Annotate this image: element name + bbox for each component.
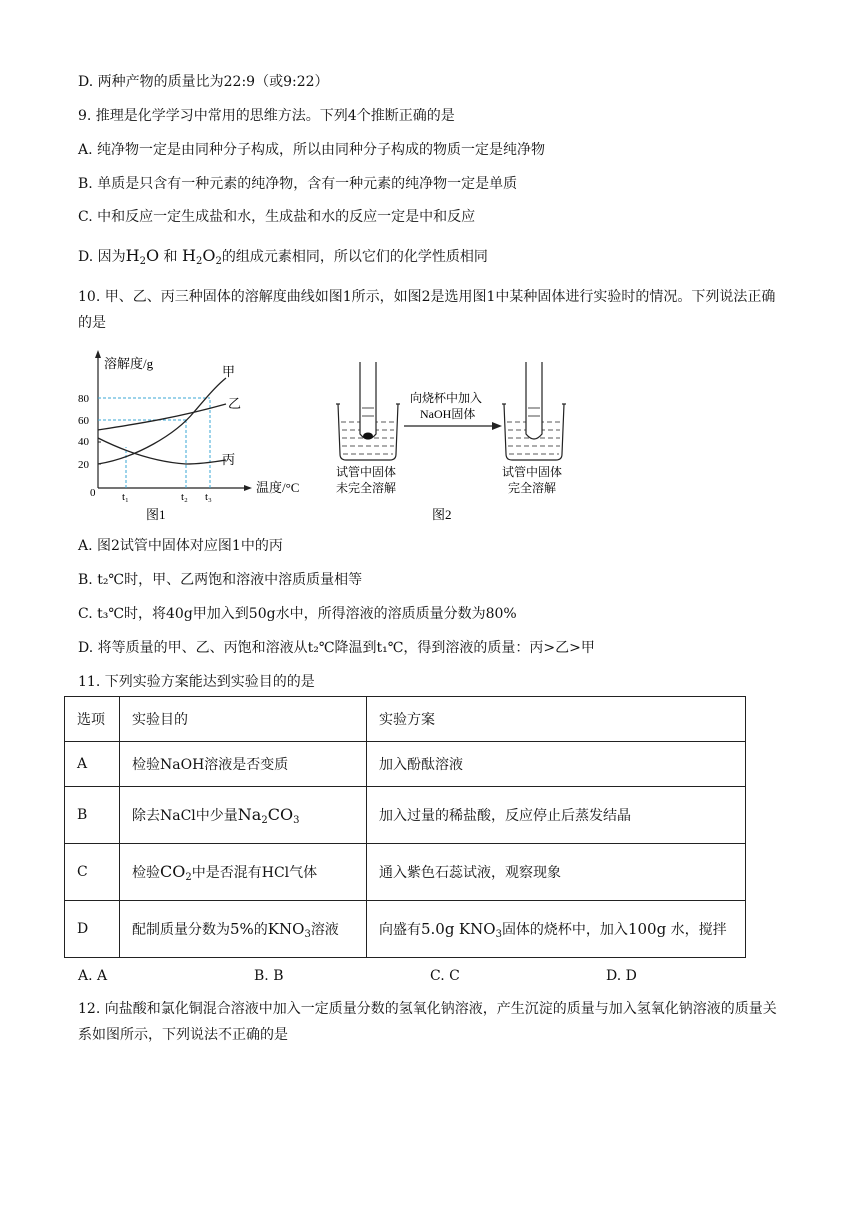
fig1-xlabel: 温度/°C: [256, 480, 300, 495]
row-goal: 除去NaCl中少量$Na_2CO_3$: [120, 787, 367, 844]
row-option: D: [65, 901, 120, 958]
fig2-left-line1: 试管中固体: [336, 465, 397, 479]
fig1-origin: 0: [90, 487, 96, 499]
curve-jia: [98, 378, 226, 464]
q11-option-c: C. C: [430, 968, 460, 984]
fig1-ytick-80: 80: [78, 393, 89, 405]
label-jia: 甲: [222, 364, 236, 379]
fig1-ytick-60: 60: [78, 415, 89, 427]
table-row: [65, 742, 746, 787]
q10-stem: 10. 甲、乙、丙三种固体的溶解度曲线如图1所示，如图2是选用图1中某种固体进行实验时的情况。下列说法正确的是: [78, 289, 776, 331]
q10-option-b: B. t₂℃时，甲、乙两饱和溶液中溶质质量相等: [78, 572, 363, 588]
fig1-ylabel: 溶解度/g: [104, 356, 154, 371]
q9-option-d: D. 因为$H_2O$ 和 $H_2O_2$的组成元素相同，所以它们的化学性质相同: [78, 246, 488, 267]
q9-stem: 9. 推理是化学学习中常用的思维方法。下列4个推断正确的是: [78, 108, 455, 124]
curve-yi: [98, 404, 226, 430]
q9-option-b: B. 单质是只含有一种元素的纯净物，含有一种元素的纯净物一定是单质: [78, 176, 518, 192]
label-bing: 丙: [222, 452, 236, 467]
q10-figures: [76, 346, 596, 526]
q11-table: [64, 696, 746, 958]
label-yi: 乙: [228, 396, 242, 411]
q10-option-c: C. t₃℃时，将40g甲加入到50g水中，所得溶液的溶质质量分数为80%: [78, 606, 517, 622]
fig1-xtick-t1: t₁: [122, 491, 129, 503]
fig1-solubility-chart: [78, 350, 299, 522]
row-goal: 检验$CO_2$中是否混有HCl气体: [120, 844, 367, 901]
fig1-xtick-t3: t₃: [205, 491, 212, 503]
q9-option-a: A. 纯净物一定是由同种分子构成，所以由同种分子构成的物质一定是纯净物: [78, 142, 546, 158]
table-row: [65, 787, 746, 844]
table-header-plan: 实验方案: [367, 697, 746, 742]
row-plan: 加入过量的稀盐酸，反应停止后蒸发结晶: [367, 787, 746, 844]
q11-stem: 11. 下列实验方案能达到实验目的的是: [78, 674, 315, 690]
fig2-experiment-diagram: [336, 362, 566, 522]
row-plan: 加入酚酞溶液: [367, 742, 746, 787]
fig2-arrow-line1: 向烧杯中加入: [410, 391, 483, 405]
fig1-ytick-20: 20: [78, 459, 89, 471]
fig2-right-line2: 完全溶解: [508, 481, 557, 495]
row-option: A: [65, 742, 120, 787]
fig2-caption: 图2: [432, 507, 452, 522]
row-plan: 通入紫色石蕊试液，观察现象: [367, 844, 746, 901]
table-header-goal: 实验目的: [120, 697, 367, 742]
fig2-arrow-line2: NaOH固体: [420, 407, 476, 421]
row-option: B: [65, 787, 120, 844]
q9-option-c: C. 中和反应一定生成盐和水，生成盐和水的反应一定是中和反应: [78, 209, 476, 225]
fig2-right-line1: 试管中固体: [502, 465, 563, 479]
q11-option-a: A. A: [78, 968, 108, 984]
fig1-caption: 图1: [146, 507, 166, 522]
q11-option-b: B. B: [254, 968, 284, 984]
table-row: [65, 901, 746, 958]
q8-option-d: D. 两种产物的质量比为22:9（或9:22）: [78, 74, 329, 90]
table-header-row: [65, 697, 746, 742]
q10-option-a: A. 图2试管中固体对应图1中的丙: [78, 538, 283, 554]
row-goal: 配制质量分数为5%的$KNO_3$溶液: [120, 901, 367, 958]
table-row: [65, 844, 746, 901]
row-plan: 向盛有5.0g $KNO_3$固体的烧杯中，加入100g 水，搅拌: [367, 901, 746, 958]
fig1-ytick-40: 40: [78, 436, 89, 448]
table-header-option: 选项: [65, 697, 120, 742]
row-goal: 检验NaOH溶液是否变质: [120, 742, 367, 787]
q10-option-d: D. 将等质量的甲、乙、丙饱和溶液从t₂℃降温到t₁℃，得到溶液的质量：丙>乙>甲: [78, 640, 595, 656]
q12-stem: 12. 向盐酸和氯化铜混合溶液中加入一定质量分数的氢氧化钠溶液，产生沉淀的质量与加入氢氧化钠溶液的质量关系如图所示，下列说法不正确的是: [78, 1001, 777, 1043]
row-option: C: [65, 844, 120, 901]
fig1-xtick-t2: t₂: [181, 491, 188, 503]
q11-option-d: D. D: [606, 968, 637, 984]
fig2-left-line2: 未完全溶解: [336, 481, 397, 495]
